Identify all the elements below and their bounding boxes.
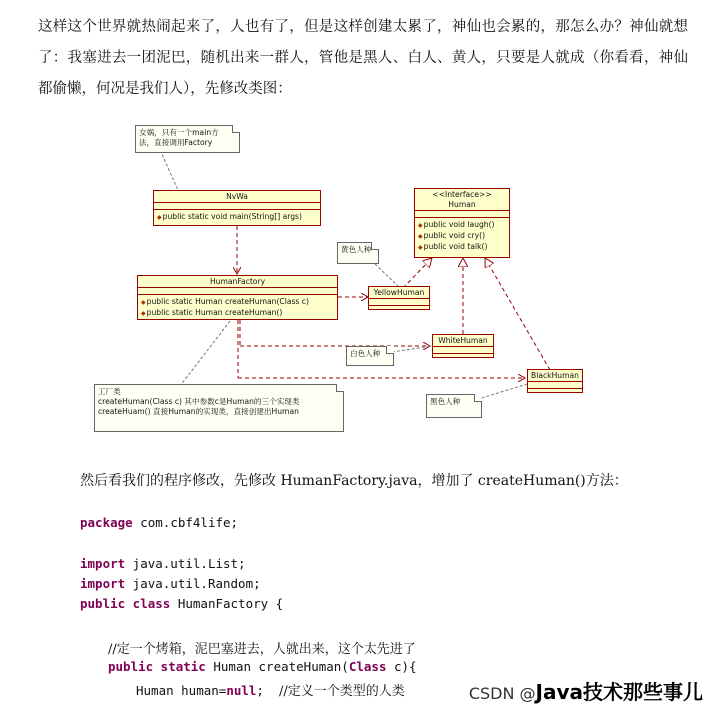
watermark xyxy=(469,676,703,705)
factory-note-line1: createHuman(Class c) 其中参数c是Human的三个实现类 xyxy=(98,397,300,406)
factory-attrs xyxy=(138,288,337,295)
yellow-human-class xyxy=(368,286,430,310)
human-stereotype: <<Interface>> xyxy=(432,190,492,199)
black-human-name: BlackHuman xyxy=(528,370,582,382)
nvwa-op: ◆ public static void main(String[] args) xyxy=(157,212,317,223)
factory-note-line2: createHuam() 直接Human的实现类，直接创建出Human xyxy=(98,407,299,416)
factory-op-no-arg: ◆ public static Human createHuman() xyxy=(141,308,334,319)
watermark-prefix: CSDN @ xyxy=(468,684,536,703)
class-diagram xyxy=(80,118,600,440)
factory-note xyxy=(94,384,344,432)
code-intro: 然后看我们的程序修改，先修改 HumanFactory.java，增加了 createHuman()方法： xyxy=(80,473,628,489)
factory-class xyxy=(137,275,338,320)
black-note: 黑色人种 xyxy=(426,394,482,418)
white-human-name: WhiteHuman xyxy=(433,335,493,347)
nvwa-note-line1: 女娲，只有一个main方 xyxy=(139,128,219,137)
intro-paragraph: 这样这个世界就热闹起来了，人也有了，但是这样创建太累了，神仙也会累的，那怎么办？神仙就想了：我塞进去一团泥巴，随机出来一群人，管他是黑人、白人、黄人，只要是人就成（你看看，神仙都偷懒，何况是我们人），先修改类图： xyxy=(38,19,688,97)
human-op-talk: ◆ public void talk() xyxy=(418,242,506,253)
white-human-class xyxy=(432,334,494,358)
watermark-main: Java技术那些事儿 xyxy=(535,680,703,704)
code-line-import-list: import java.util.List; xyxy=(80,556,246,571)
code-line-method-decl: public static Human createHuman(Class c){ xyxy=(108,659,417,674)
white-human-attrs xyxy=(433,347,493,354)
factory-class-name: HumanFactory xyxy=(138,276,337,288)
nvwa-note xyxy=(135,125,240,153)
code-line-human-null: Human human=null; //定义一个类型的人类 xyxy=(136,683,405,699)
black-human-attrs xyxy=(528,382,582,389)
code-line-import-random: import java.util.Random; xyxy=(80,576,261,591)
human-op-cry: ◆ public void cry() xyxy=(418,231,506,242)
yellow-human-attrs xyxy=(369,299,429,306)
nvwa-class-name: NvWa xyxy=(154,191,320,203)
code-line-comment: //定一个烤箱，泥巴塞进去，人就出来，这个太先进了 xyxy=(108,642,416,657)
code-line-class-decl: public class HumanFactory { xyxy=(80,596,284,611)
human-op-laugh: ◆ public void laugh() xyxy=(418,220,506,231)
black-human-class xyxy=(527,369,583,393)
yellow-human-name: YellowHuman xyxy=(369,287,429,299)
yellow-note: 黄色人种 xyxy=(337,242,379,264)
white-note: 白色人种 xyxy=(346,346,394,366)
factory-note-title: 工厂类 xyxy=(98,387,121,396)
nvwa-class xyxy=(153,190,321,226)
factory-op-with-class: ◆ public static Human createHuman(Class c) xyxy=(141,297,334,308)
code-line-package: package com.cbf4life; xyxy=(80,515,239,530)
human-interface-name: Human xyxy=(415,199,509,211)
nvwa-note-line2: 法，直接调用Factory xyxy=(139,138,213,147)
nvwa-attrs xyxy=(154,203,320,210)
human-attrs xyxy=(415,211,509,218)
human-interface xyxy=(414,188,510,258)
